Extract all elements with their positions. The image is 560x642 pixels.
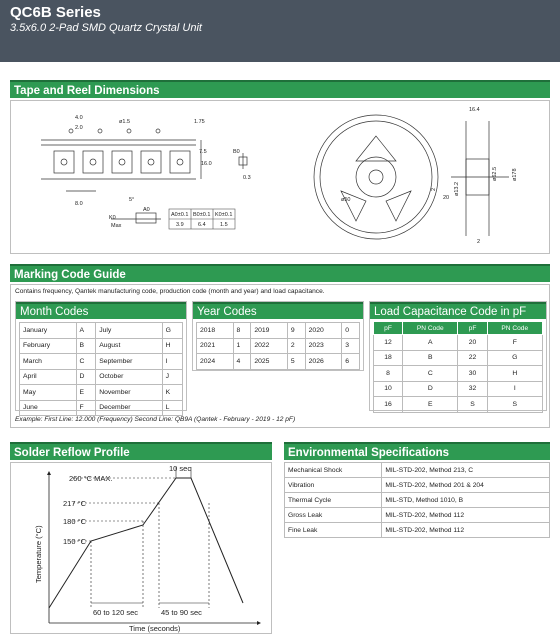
table-cell: I: [487, 381, 542, 397]
reel-178: ø178: [512, 168, 518, 181]
table-cell: Fine Leak: [285, 523, 382, 538]
dim-a0: A0: [143, 207, 150, 213]
year-row: [197, 354, 360, 370]
table-cell: Thermal Cycle: [285, 493, 382, 508]
x-axis-label: Time (seconds): [129, 624, 181, 633]
series-title: QC6B Series: [10, 4, 101, 21]
year-codes-title: Year Codes: [193, 302, 363, 319]
env-row: [285, 463, 550, 478]
load-cap-row: [374, 350, 543, 366]
table-cell: July: [96, 323, 162, 339]
reel-164: 16.4: [469, 107, 480, 113]
span1-label: 60 to 120 sec: [93, 608, 139, 617]
apk-value: 6.4: [198, 222, 206, 228]
example-body: First Line: 12.000 (Frequency) Second Line: QB9A (Qantek - February - 2019 - 12 pF): [44, 416, 296, 423]
table-cell: F: [487, 335, 542, 351]
table-cell: 2026: [305, 354, 342, 370]
dim-b0: B0: [233, 149, 240, 155]
table-cell: 22: [458, 350, 487, 366]
dim-16: 16.0: [201, 161, 212, 167]
apk-header: B0±0.1: [193, 212, 211, 218]
ten-sec-label: 10 sec: [169, 464, 192, 473]
table-cell: C: [403, 366, 458, 382]
table-cell: 2021: [197, 338, 234, 354]
table-cell: H: [162, 338, 182, 354]
load-cap-row: [374, 366, 543, 382]
dim-03: 0.3: [243, 175, 251, 181]
marking-title: Marking Code Guide: [10, 264, 550, 282]
apk-value: 1.5: [220, 222, 228, 228]
load-cap-header: pF: [374, 322, 403, 335]
table-cell: D: [76, 369, 96, 385]
table-cell: A: [76, 323, 96, 339]
month-codes-title: Month Codes: [16, 302, 186, 319]
table-cell: 0: [342, 323, 360, 339]
month-row: [20, 400, 183, 416]
table-cell: H: [487, 366, 542, 382]
env-row: [285, 523, 550, 538]
table-cell: 3: [342, 338, 360, 354]
table-cell: 6: [342, 354, 360, 370]
year-row: [197, 323, 360, 339]
table-cell: MIL-STD, Method 1010, B: [382, 493, 550, 508]
table-cell: F: [76, 400, 96, 416]
table-cell: G: [487, 350, 542, 366]
reel-50: ø50: [341, 197, 351, 203]
marking-description: Contains frequency, Qantek manufacturing code, production code (month and year) and load capacitance.: [15, 288, 325, 295]
reflow-title: Solder Reflow Profile: [10, 442, 272, 460]
table-cell: 2: [287, 338, 305, 354]
dim-4: 4.0: [75, 115, 83, 121]
month-row: [20, 369, 183, 385]
table-cell: 16: [374, 397, 403, 413]
load-cap-panel: [369, 301, 547, 411]
y-axis-label: Temperature (°C): [34, 525, 43, 583]
table-cell: S: [487, 397, 542, 413]
table-cell: E: [76, 385, 96, 401]
month-codes-table: [19, 322, 183, 416]
table-cell: Vibration: [285, 478, 382, 493]
reel-2b: 2: [477, 239, 481, 245]
table-cell: 2019: [251, 323, 288, 339]
table-cell: 2018: [197, 323, 234, 339]
table-cell: 2023: [305, 338, 342, 354]
env-table: [284, 462, 550, 538]
reflow-chart: [11, 463, 271, 633]
marking-example: [15, 416, 295, 423]
table-cell: S: [458, 397, 487, 413]
table-cell: May: [20, 385, 77, 401]
month-codes-panel: [15, 301, 187, 411]
reel-2: 2: [431, 187, 437, 191]
table-cell: 20: [458, 335, 487, 351]
load-cap-header: PN Code: [487, 322, 542, 335]
table-cell: K: [162, 385, 182, 401]
table-cell: B: [76, 338, 96, 354]
level-217: 217 °C: [63, 499, 87, 508]
table-cell: 5: [287, 354, 305, 370]
load-cap-row: [374, 381, 543, 397]
month-row: [20, 323, 183, 339]
year-codes-panel: [192, 301, 364, 371]
table-cell: September: [96, 354, 162, 370]
month-row: [20, 338, 183, 354]
load-cap-header: PN Code: [403, 322, 458, 335]
table-cell: MIL-STD-202, Method 213, C: [382, 463, 550, 478]
table-cell: February: [20, 338, 77, 354]
reel-62: ø62.5: [492, 166, 498, 181]
env-row: [285, 508, 550, 523]
env-title: Environmental Specifications: [284, 442, 550, 460]
env-row: [285, 493, 550, 508]
table-cell: Mechanical Shock: [285, 463, 382, 478]
table-cell: A: [403, 335, 458, 351]
table-cell: E: [403, 397, 458, 413]
table-cell: D: [403, 381, 458, 397]
tape-reel-title: Tape and Reel Dimensions: [10, 80, 550, 98]
year-row: [197, 338, 360, 354]
series-subtitle: 3.5x6.0 2-Pad SMD Quartz Crystal Unit: [10, 22, 202, 34]
table-cell: MIL-STD-202, Method 201 & 204: [382, 478, 550, 493]
tape-reel-panel: [10, 100, 550, 254]
table-cell: 18: [374, 350, 403, 366]
table-cell: 2022: [251, 338, 288, 354]
table-cell: 12: [374, 335, 403, 351]
dim-k0: K0: [109, 215, 116, 221]
table-cell: March: [20, 354, 77, 370]
marking-panel: [10, 284, 550, 428]
span2-label: 45 to 90 sec: [161, 608, 202, 617]
apk-header: K0±0.1: [215, 212, 233, 218]
load-cap-table: [373, 321, 543, 413]
env-row: [285, 478, 550, 493]
table-cell: 8: [233, 323, 251, 339]
dim-15: ø1.5: [119, 119, 131, 125]
year-codes-table: [196, 322, 360, 370]
table-cell: C: [76, 354, 96, 370]
table-cell: 8: [374, 366, 403, 382]
load-cap-header: pF: [458, 322, 487, 335]
table-cell: MIL-STD-202, Method 112: [382, 523, 550, 538]
table-cell: B: [403, 350, 458, 366]
reel-13: ø13.2: [454, 181, 460, 196]
example-prefix: Example:: [15, 416, 43, 423]
level-150: 150 °C: [63, 537, 87, 546]
dim-175: 1.75: [194, 119, 205, 125]
table-cell: June: [20, 400, 77, 416]
dim-max: Max: [111, 223, 122, 229]
apk-table: [169, 209, 235, 229]
dim-8: 8.0: [75, 201, 83, 207]
load-cap-row: [374, 397, 543, 413]
table-cell: MIL-STD-202, Method 112: [382, 508, 550, 523]
table-cell: I: [162, 354, 182, 370]
table-cell: November: [96, 385, 162, 401]
table-cell: J: [162, 369, 182, 385]
reel-drawing: [314, 115, 509, 239]
reel-20: 20: [443, 195, 450, 201]
table-cell: 2025: [251, 354, 288, 370]
month-row: [20, 385, 183, 401]
header-banner: [0, 0, 560, 62]
table-cell: G: [162, 323, 182, 339]
table-cell: 30: [458, 366, 487, 382]
month-row: [20, 354, 183, 370]
table-cell: April: [20, 369, 77, 385]
table-cell: L: [162, 400, 182, 416]
table-cell: 10: [374, 381, 403, 397]
table-cell: January: [20, 323, 77, 339]
apk-header: A0±0.1: [171, 212, 189, 218]
table-cell: October: [96, 369, 162, 385]
table-cell: 2024: [197, 354, 234, 370]
table-cell: 4: [233, 354, 251, 370]
table-cell: 2020: [305, 323, 342, 339]
dim-deg: 5°: [129, 197, 135, 203]
tape-reel-drawing: [11, 101, 549, 253]
dim-75: 7.5: [199, 149, 207, 155]
reflow-panel: [10, 462, 272, 634]
table-cell: December: [96, 400, 162, 416]
level-180: 180 °C: [63, 517, 87, 526]
dim-2: 2.0: [75, 125, 83, 131]
table-cell: August: [96, 338, 162, 354]
load-cap-row: [374, 335, 543, 351]
load-cap-title: Load Capacitance Code in pF: [370, 302, 546, 319]
level-260: 260 °C MAX.: [69, 474, 113, 483]
table-cell: 1: [233, 338, 251, 354]
table-cell: 32: [458, 381, 487, 397]
table-cell: Gross Leak: [285, 508, 382, 523]
table-cell: 9: [287, 323, 305, 339]
apk-value: 3.9: [176, 222, 184, 228]
